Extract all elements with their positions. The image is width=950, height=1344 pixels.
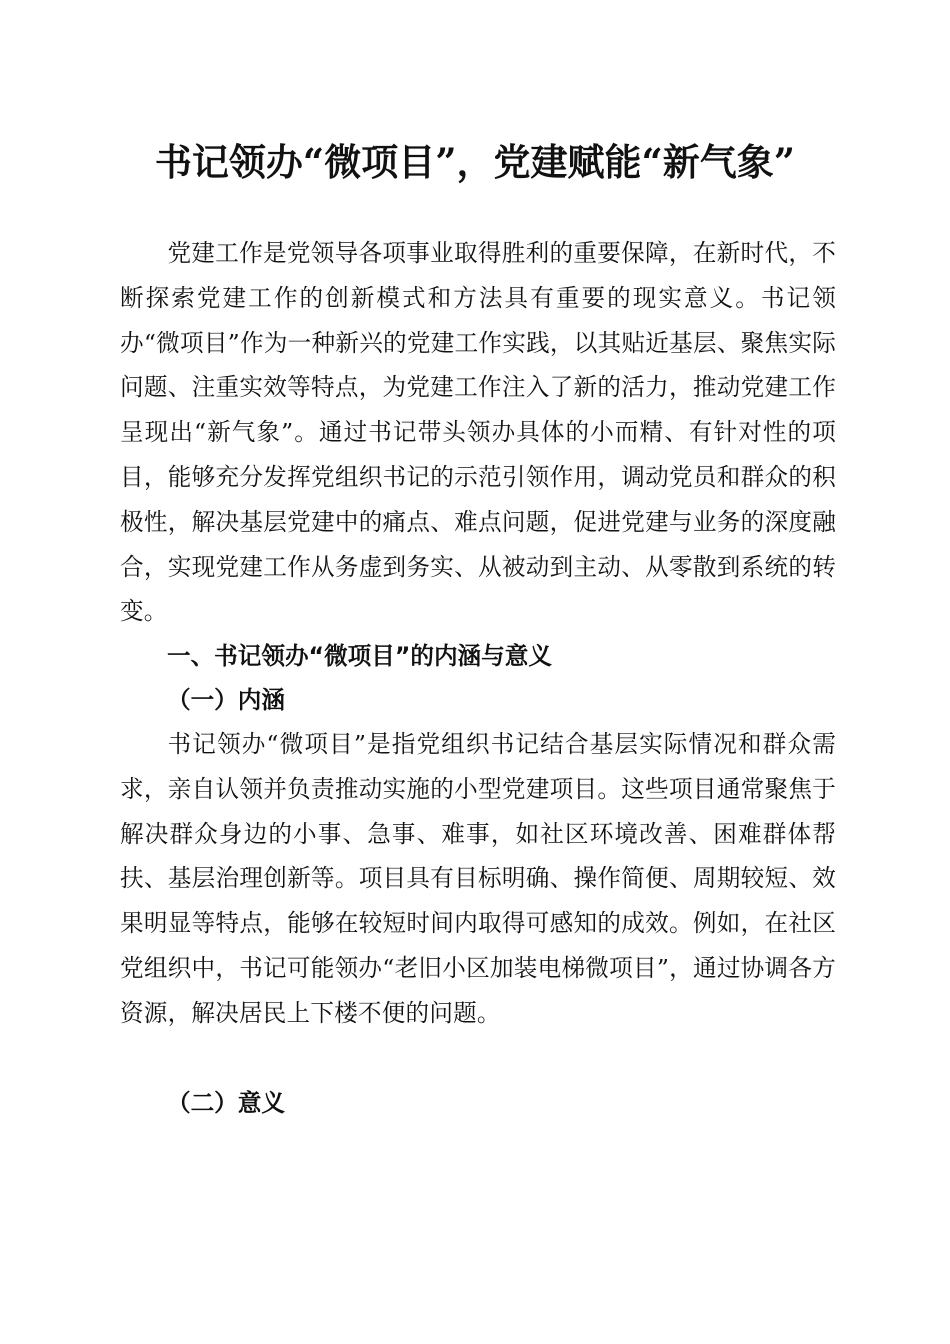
document-title: 书记领办“微项目”，党建赋能“新气象” — [154, 140, 796, 184]
section-heading-1: 一、书记领办“微项目”的内涵与意义 — [167, 642, 552, 670]
subsection-heading-significance: （二）意义 — [167, 1089, 285, 1117]
subsection-heading-connotation: （一）内涵 — [167, 686, 285, 714]
intro-paragraph: 党建工作是党领导各项事业取得胜利的重要保障，在新时代，不断探索党建工作的创新模式和方法具有重要的现实意义。书记领办“微项目”作为一种新兴的党建工作实践，以其贴近基层、聚焦实际问题、注重实效等特点，为党建工作注入了新的活力，推动党建工作呈现出“新气象”。通过书记带头领办具体的小而精、有针对性的项目，能够充分发挥党组织书记的示范引领作用，调动党员和群众的积极性，解决基层党建中的痛点、难点问题，促进党建与业务的深度融合，实现党建工作从务虚到务实、从被动到主动、从零散到系统的转变。 — [120, 239, 836, 626]
connotation-paragraph: 书记领办“微项目”是指党组织书记结合基层实际情况和群众需求，亲自认领并负责推动实施的小型党建项目。这些项目通常聚焦于解决群众身边的小事、急事、难事，如社区环境改善、困难群体帮扶、基层治理创新等。项目具有目标明确、操作简便、周期较短、效果明显等特点，能够在较短时间内取得可感知的成效。例如，在社区党组织中，书记可能领办“老旧小区加装电梯微项目”，通过协调各方资源，解决居民上下楼不便的问题。 — [120, 730, 836, 1027]
